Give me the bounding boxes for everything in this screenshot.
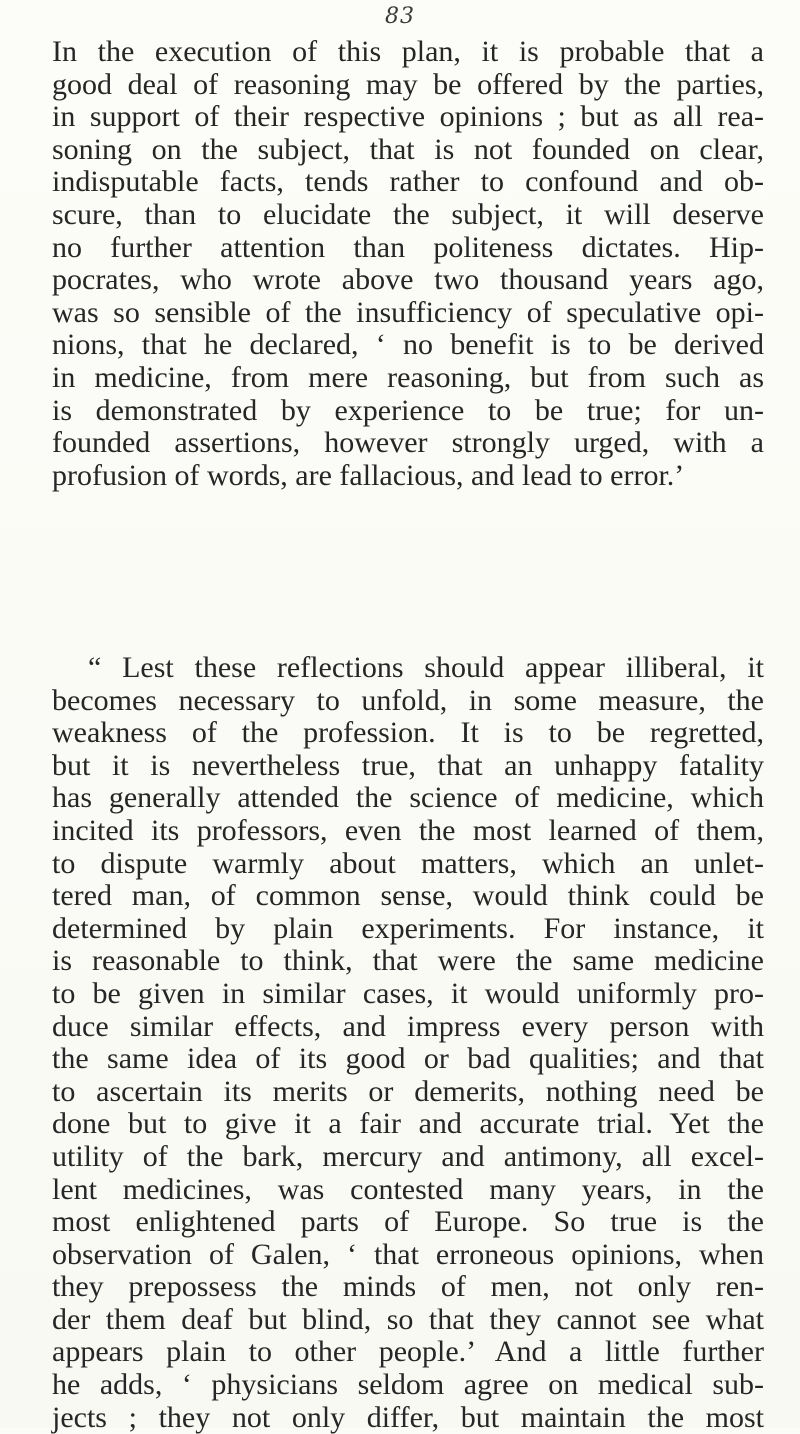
text-line: observation of Galen, ‘ that erroneous opinions, when: [52, 1237, 764, 1271]
text-line: is reasonable to think, that were the same medicine: [52, 944, 764, 978]
text-line: In the execution of this plan, it is probable that a: [52, 35, 764, 68]
text-line: soning on the subject, that is not founded on clear,: [52, 132, 764, 166]
text-line: done but to give it a fair and accurate trial. Yet the: [52, 1107, 764, 1141]
text-line: profusion of words, are fallacious, and lead to error.’: [52, 458, 685, 492]
text-line: determined by plain experiments. For instance, it: [52, 911, 764, 945]
text-line: der them deaf but blind, so that they cannot see what: [52, 1302, 764, 1336]
paragraph-1: [52, 36, 764, 492]
text-line: tered man, of common sense, would think could be: [52, 879, 764, 913]
text-line: has generally attended the science of medicine, which: [52, 781, 764, 815]
text-line: to dispute warmly about matters, which an unlet-: [52, 846, 764, 880]
text-line: appears plain to other people.’ And a little further: [52, 1335, 764, 1369]
text-line: founded assertions, however strongly urged, with a: [52, 426, 764, 460]
text-line: most enlightened parts of Europe. So true is the: [52, 1205, 764, 1239]
text-line: they prepossess the minds of men, not only ren-: [52, 1270, 764, 1304]
text-line: nions, that he declared, ‘ no benefit is to be derived: [52, 328, 764, 362]
page-number: 83: [385, 4, 415, 29]
text-line: utility of the bark, mercury and antimony, all excel-: [52, 1139, 764, 1173]
text-line: good deal of reasoning may be offered by the parties,: [52, 67, 764, 101]
text-line: but it is nevertheless true, that an unhappy fatality: [52, 748, 764, 782]
text-line: lent medicines, was contested many years, in the: [52, 1172, 764, 1206]
text-line: he adds, ‘ physicians seldom agree on medical sub-: [52, 1368, 764, 1402]
text-line: pocrates, who wrote above two thousand years ago,: [52, 263, 764, 297]
text-line: to ascertain its merits or demerits, nothing need be: [52, 1074, 764, 1108]
text-line: no further attention than politeness dictates. Hip-: [52, 230, 764, 264]
text-line: incited its professors, even the most learned of them,: [52, 813, 764, 847]
text-line: in support of their respective opinions ; but as all rea-: [52, 100, 764, 134]
text-line: indisputable facts, tends rather to confound and ob-: [52, 165, 764, 199]
text-line: scure, than to elucidate the subject, it will deserve: [52, 197, 764, 231]
text-line: in medicine, from mere reasoning, but from such as: [52, 360, 764, 394]
text-line: duce similar effects, and impress every person with: [52, 1009, 764, 1043]
text-line: is demonstrated by experience to be true; for un-: [52, 393, 764, 427]
text-line: becomes necessary to unfold, in some measure, the: [52, 683, 764, 717]
paragraph-2: [52, 652, 764, 1434]
text-line: weakness of the profession. It is to be regretted,: [52, 716, 764, 750]
text-line: the same idea of its good or bad qualities; and that: [52, 1042, 764, 1076]
text-line: was so sensible of the insufficiency of speculative opi-: [52, 295, 764, 329]
text-line: jects ; they not only differ, but maintain the most: [52, 1400, 764, 1434]
text-line: to be given in similar cases, it would uniformly pro-: [52, 976, 764, 1010]
text-line: “ Lest these reflections should appear illiberal, it: [88, 651, 764, 684]
